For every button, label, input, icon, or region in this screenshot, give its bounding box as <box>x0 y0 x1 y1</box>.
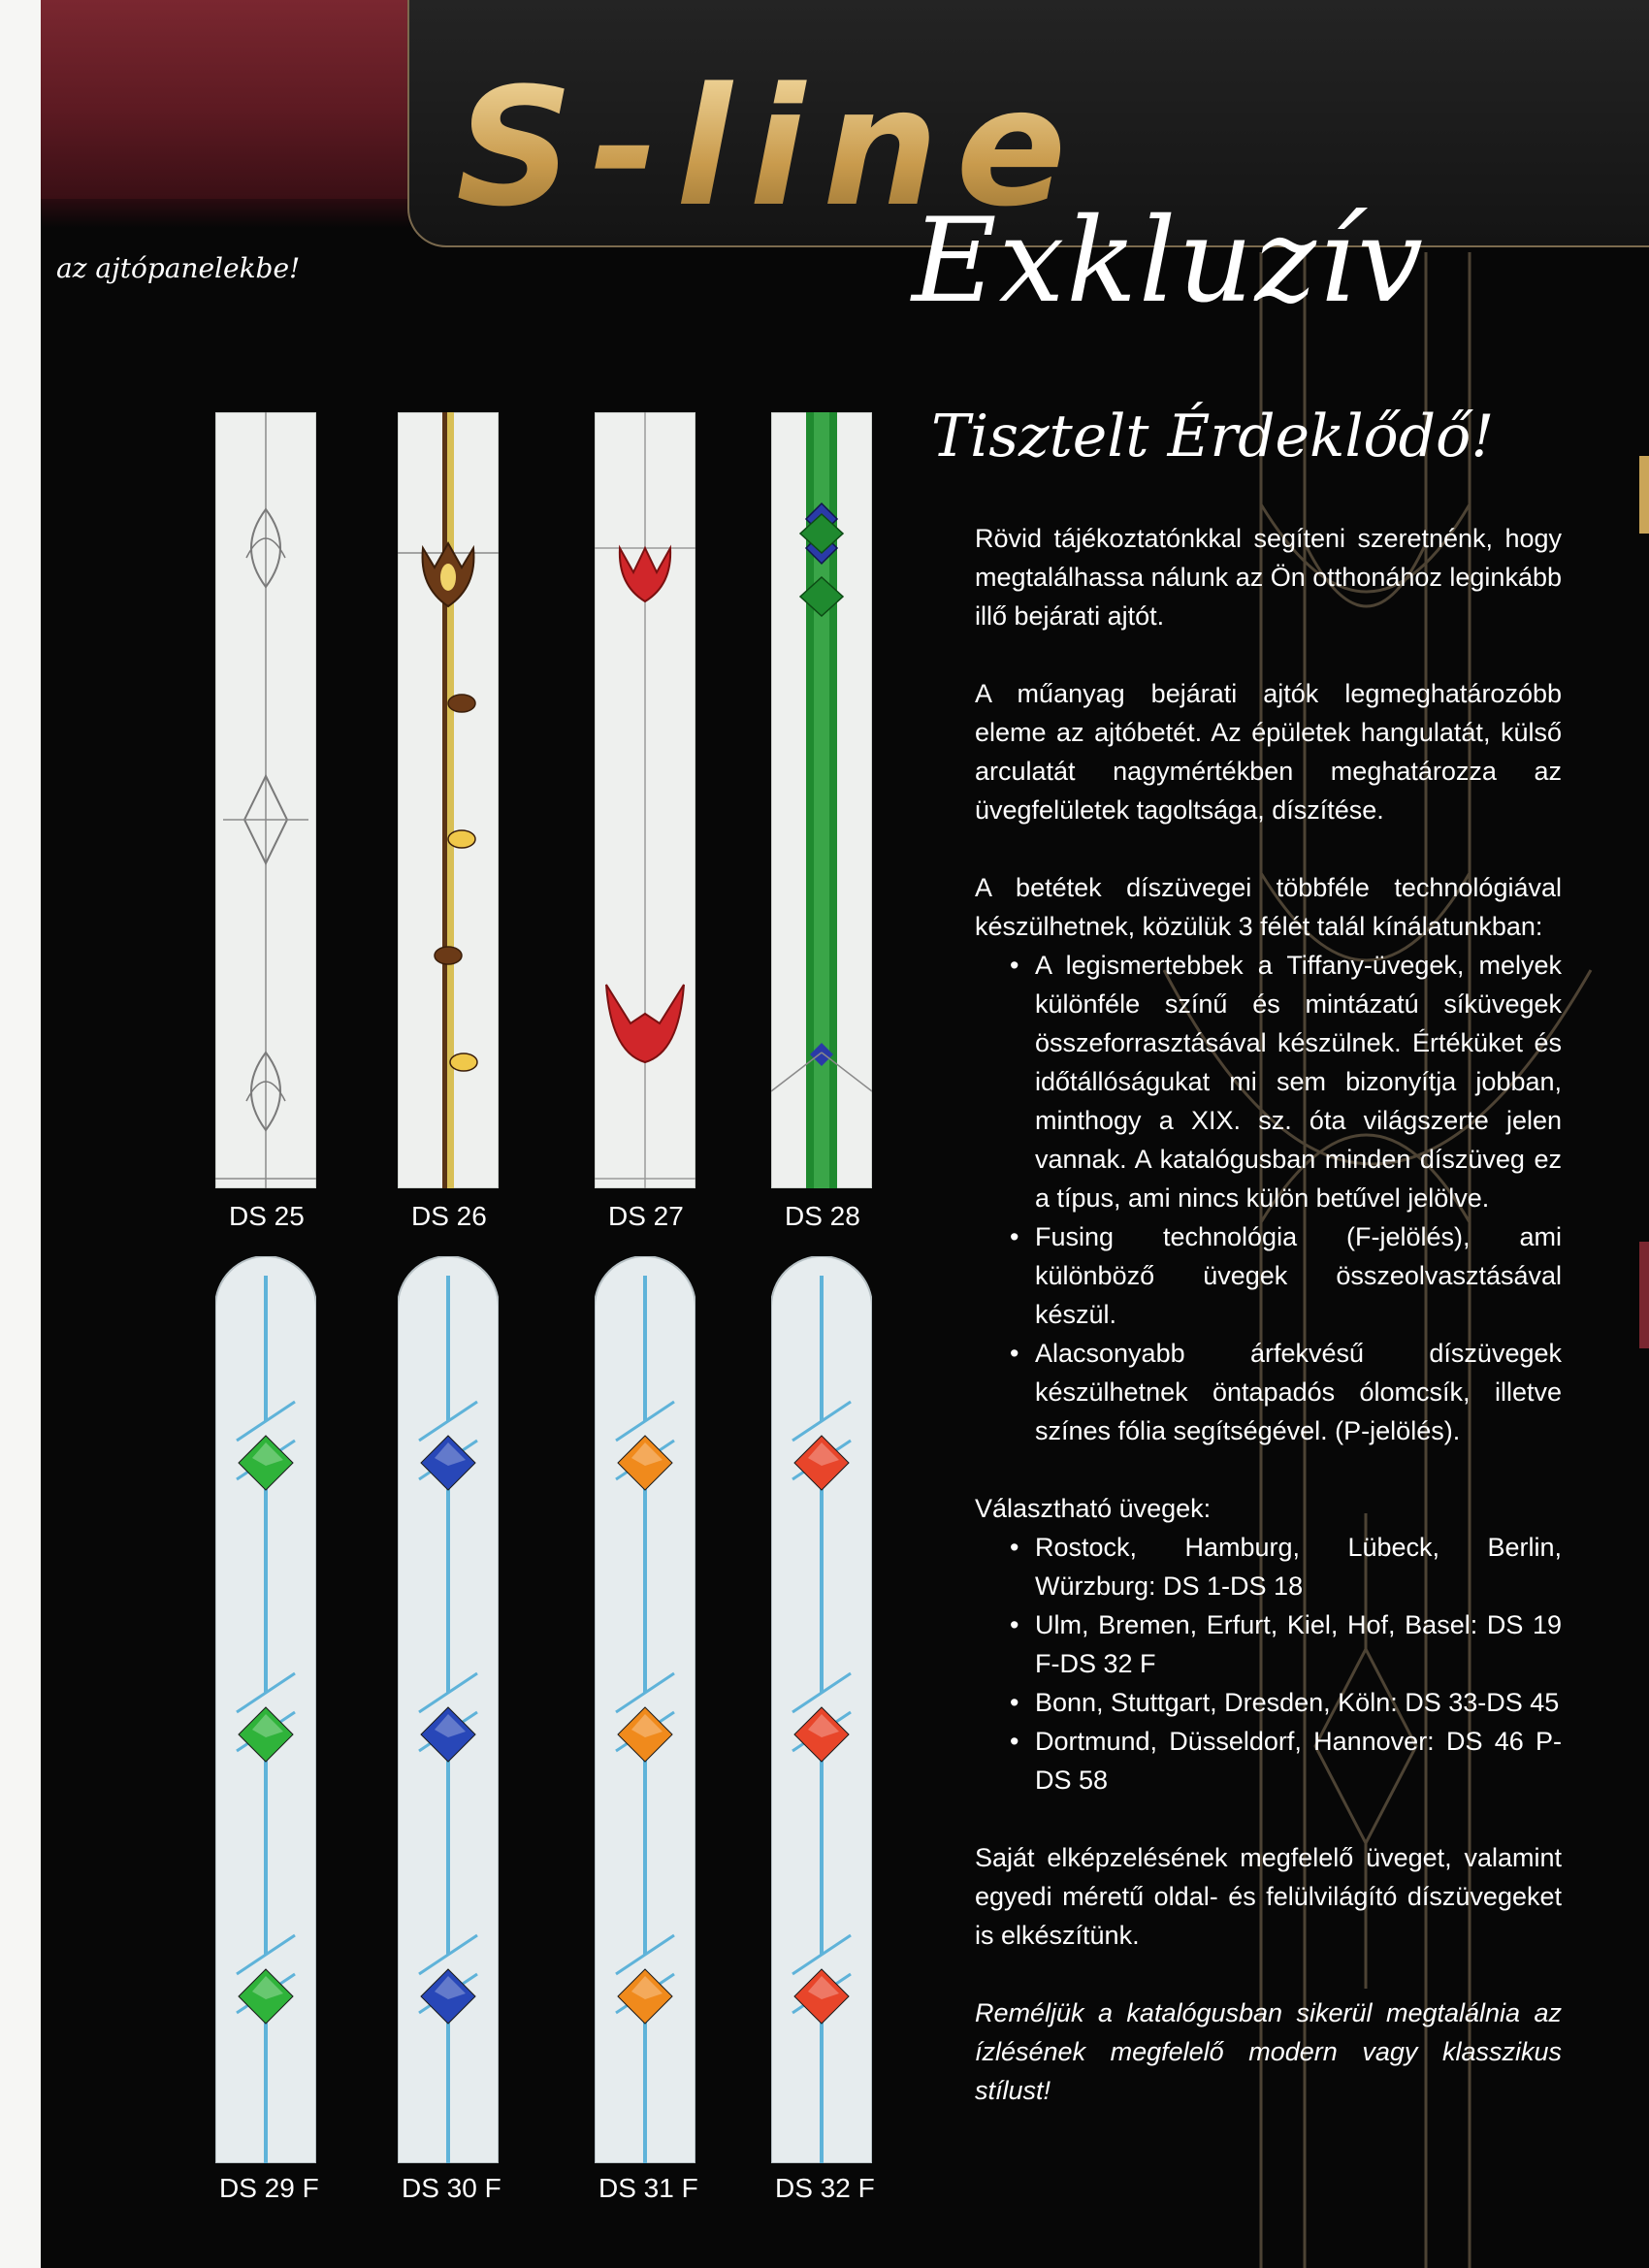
glass-panel-ds-30-f <box>398 1256 499 2163</box>
technology-list <box>975 946 1562 1450</box>
glass-panel-ds-27 <box>595 412 695 1188</box>
list-item: • Alacsonyabb árfekvésű díszüvegek készülhetnek öntapadós ólomcsík, illetve színes fólia segítségével. (P-jelölés). <box>1035 1334 1562 1450</box>
bronze-stem <box>442 412 447 1188</box>
panel-label: DS 29 F <box>219 2173 319 2203</box>
paragraph-door-insert: A műanyag bejárati ajtók legmeghatározóbb eleme az ajtóbetét. Az épületek hangulatát, külső arculatát nagymértékben meghatározza az üvegfelületek tagoltsága, díszítése. <box>975 679 1562 825</box>
tagline: az ajtópanelekbe! <box>56 252 301 284</box>
paragraph-custom: Saját elképzelésének megfelelő üveget, valamint egyedi méretű oldal- és felülvilágító díszüvegeket is elkészítünk. <box>975 1843 1562 1950</box>
glass-panel-ds-25 <box>215 412 316 1188</box>
panel-label: DS 31 F <box>598 2173 698 2203</box>
glasses-list <box>975 1528 1562 1799</box>
paragraph-technologies: A betétek díszüvegei többféle technológiával készülhetnek, közülük 3 félét talál kínálatunkban: <box>975 873 1562 941</box>
leaf <box>448 830 475 848</box>
leaf <box>450 1053 477 1071</box>
info-text-column <box>975 519 1562 2149</box>
leaf <box>435 947 462 964</box>
leaf <box>448 695 475 712</box>
glass-panel-ds-28 <box>771 412 872 1188</box>
panel-label: DS 27 <box>608 1201 684 1231</box>
intro-paragraph: Rövid tájékoztatónkkal segíteni szeretnénk, hogy megtalálhassa nálunk az Ön otthonához leginkább illő bejárati ajtót. <box>975 524 1562 631</box>
panel-label: DS 32 F <box>775 2173 875 2203</box>
panel-label: DS 28 <box>785 1201 860 1231</box>
panel-label: DS 26 <box>411 1201 487 1231</box>
page-gutter <box>0 0 41 2268</box>
glass-panel-ds-26 <box>398 412 499 1188</box>
glass-panel-ds-29-f <box>215 1256 316 2163</box>
closing-paragraph: Reméljük a katalógusban sikerül megtalálnia az ízlésének megfelelő modern vagy klasszikus stílust! <box>975 1998 1562 2105</box>
list-item: • Ulm, Bremen, Erfurt, Kiel, Hof, Basel: DS 19 F-DS 32 F <box>1035 1605 1562 1683</box>
brand-subtitle: Exkluzív <box>912 194 1426 329</box>
panel-label: DS 30 F <box>402 2173 501 2203</box>
list-item: • A legismertebbek a Tiffany-üvegek, melyek különféle színű és mintázatú síküvegek összeforrasztásával készülnek. Értéküket és időtállóságukat mi sem bizonyítja jobban, minthogy a XIX. sz. óta világszerte jelen vannak. A katalógusban minden díszüveg ez a típus, ami nincs külön betűvel jelölve. <box>1035 946 1562 1217</box>
maroon-band-fade <box>41 199 409 228</box>
edge-gold-tab <box>1639 456 1649 534</box>
list-item: • Bonn, Stuttgart, Dresden, Köln: DS 33-DS 45 <box>1035 1683 1562 1722</box>
greeting-heading: Tisztelt Érdeklődő! <box>931 403 1495 470</box>
glasses-label: Választható üvegek: <box>975 1494 1212 1523</box>
list-item: • Rostock, Hamburg, Lübeck, Berlin, Würzburg: DS 1-DS 18 <box>1035 1528 1562 1605</box>
glass-panel-ds-31-f <box>595 1256 695 2163</box>
brand-title: S-line <box>456 52 1084 243</box>
list-item: • Fusing technológia (F-jelölés), ami különböző üvegek összeolvasztásával készül. <box>1035 1217 1562 1334</box>
list-item: • Dortmund, Düsseldorf, Hannover: DS 46 P-DS 58 <box>1035 1722 1562 1799</box>
glass-panel-ds-32-f <box>771 1256 872 2163</box>
maroon-corner-band <box>41 0 409 199</box>
tulip-center <box>440 564 456 591</box>
panel-label: DS 25 <box>229 1201 305 1231</box>
edge-maroon-tab <box>1639 1242 1649 1348</box>
